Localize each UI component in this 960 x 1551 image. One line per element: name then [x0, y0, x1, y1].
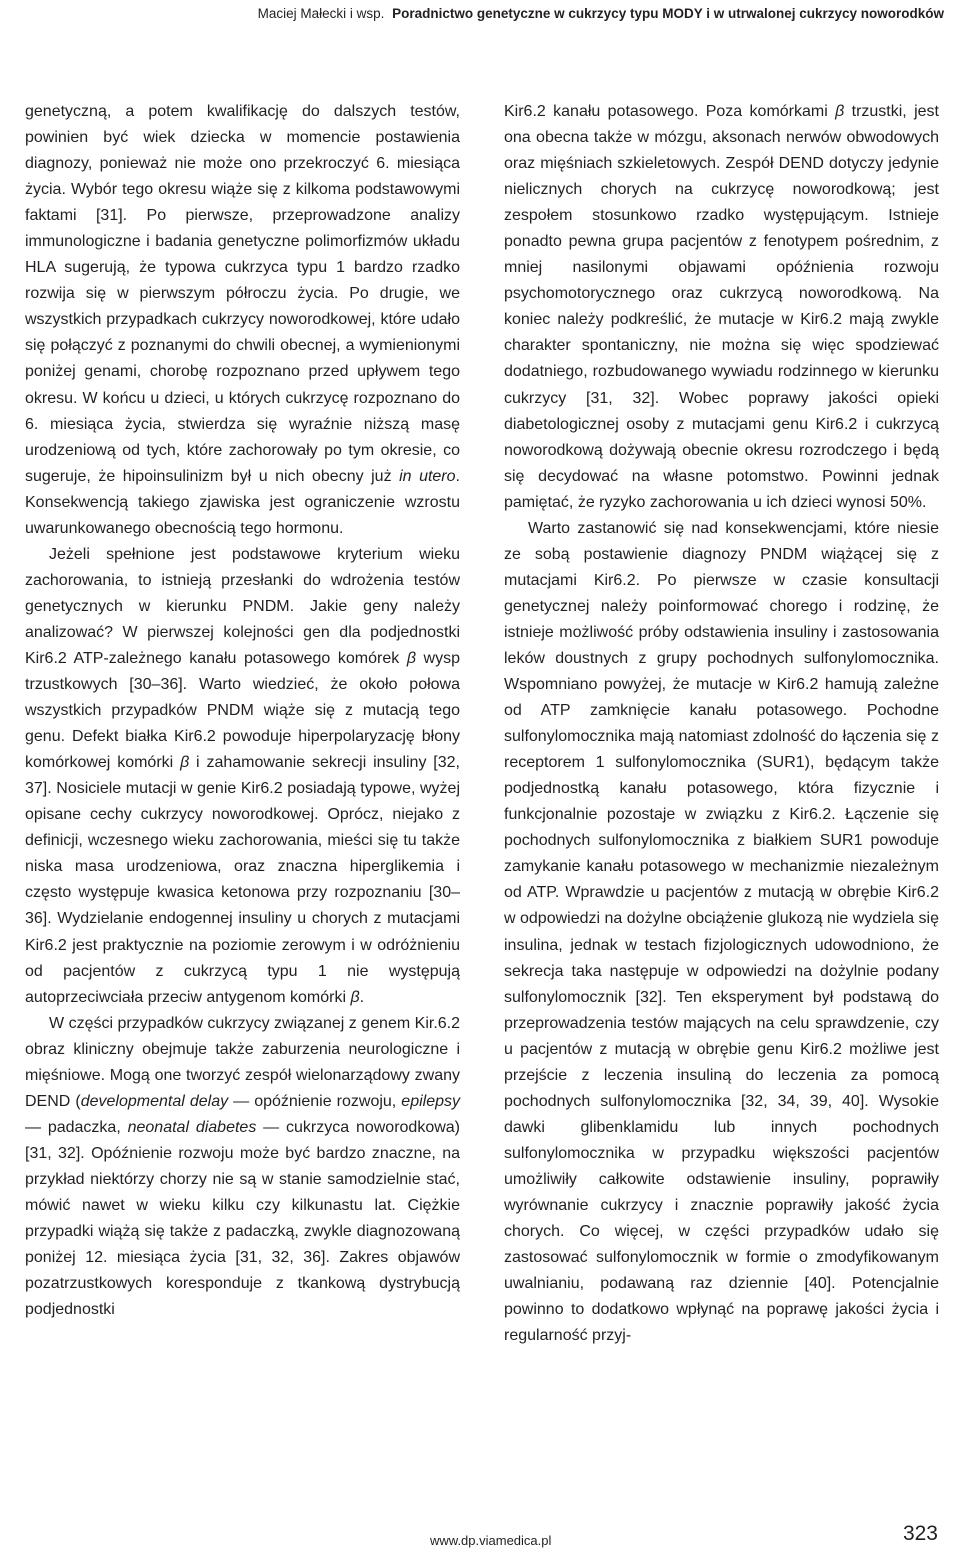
- header-title: Poradnictwo genetyczne w cukrzycy typu MODY i w utrwalonej cukrzycy noworodków: [392, 6, 944, 21]
- beta-symbol: β: [180, 754, 190, 772]
- italic-term: in utero: [399, 467, 456, 485]
- right-column: [504, 99, 939, 1349]
- italic-term: developmental delay: [80, 1092, 229, 1110]
- text-run: — opóźnienie rozwoju,: [228, 1092, 402, 1110]
- beta-symbol: β: [406, 649, 416, 667]
- beta-symbol: β: [350, 988, 360, 1006]
- text-run: . Konsekwencją takiego zjawiska jest ograniczenie wzrostu uwarunkowanego obecnością tego hormonu.: [25, 467, 460, 537]
- italic-term: neonatal diabetes: [127, 1118, 257, 1136]
- text-run: .: [359, 988, 365, 1006]
- paragraph: [504, 99, 939, 516]
- beta-symbol: β: [835, 103, 845, 120]
- text-run: Jeżeli spełnione jest podstawowe kryterium wieku zachorowania, to istnieją przesłanki do wdrożenia testów genetycznych w kierunku PNDM. Jakie geny należy analizować? W pierwszej kolejności gen dla podjednostki Kir6.2 ATP-zależnego kanału potasowego komórek: [25, 545, 460, 667]
- header-authors: Maciej Małecki i wsp.: [257, 6, 385, 21]
- paragraph: [25, 542, 460, 1011]
- paragraph: [25, 1011, 460, 1324]
- text-run: Kir6.2 kanału potasowego. Poza komórkami: [504, 103, 836, 120]
- text-run: — padaczka,: [25, 1118, 128, 1136]
- italic-term: epilepsy: [401, 1092, 460, 1110]
- text-run: i zahamowanie sekrecji insuliny [32, 37]. Nosiciele mutacji w genie Kir6.2 posiadają typowe, wyżej opisane cechy cukrzycy noworodkowej. Oprócz, niejako z definicji, wczesnego wieku zachorowania, mieści się tu także niska masa urodzeniowa, oraz znaczna hiperglikemia i często występuje kwasica ketonowa przy rozpoznaniu [30–36]. Wydzielanie endogennej insuliny u chorych z mutacjami Kir6.2 jest praktycznie na poziomie zerowym i w odróżnieniu od pacjentów z cukrzycą typu 1 nie występują autoprzeciwciała przeciw antygenom komórki: [25, 754, 460, 1006]
- text-run: wysp trzustkowych [30–36]. Warto wiedzieć, że około połowa wszystkich przypadków PNDM wiąże się z mutacją tego genu. Defekt białka Kir6.2 powoduje hiperpolaryzację błony komórkowej komórki: [25, 649, 460, 772]
- running-header: [0, 0, 960, 28]
- text-run: genetyczną, a potem kwalifikację do dalszych testów, powinien być wiek dziecka w momencie postawienia diagnozy, ponieważ nie może ono przekroczyć 6. miesiąca życia. Wybór tego okresu wiąże się z kilkoma podstawowymi faktami [31]. Po pierwsze, przeprowadzone analizy immunologiczne i badania genetyczne polimorfizmów układu HLA sugerują, że typowa cukrzyca typu 1 bardzo rzadko rozwija się w pierwszym półroczu życia. Po drugie, we wszystkich przypadkach cukrzycy noworodkowej, które udało się połączyć z poznanymi do chwili obecnej, a wymienionymi poniżej genami, chorobę rozpoznano przed upływem tego okresu. W końcu u dzieci, u których cukrzycę rozpoznano do 6. miesiąca życia, stwierdza się wyraźnie niższą masę urodzeniową od tych, które zachorowały po tym okresie, co sugeruje, że hipoinsulinizm był u nich obecny już: [25, 103, 460, 485]
- text-run: trzustki, jest ona obecna także w mózgu, aksonach nerwów obwodowych oraz mięśniach szkieletowych. Zespół DEND dotyczy jedynie nielicznych chorych na cukrzycę noworodkową; jest zespołem stosunkowo rzadko występującym. Istnieje ponadto pewna grupa pacjentów z fenotypem pośrednim, z mniej nasilonymi objawami opóźnienia rozwoju psychomotorycznego oraz cukrzycą noworodkową. Na koniec należy podkreślić, że mutacje w Kir6.2 mają zwykle charakter spontaniczny, nie można się więc spodziewać dodatniego, rozbudowanego wywiadu rodzinnego w kierunku cukrzycy [31, 32]. Wobec poprawy jakości opieki diabetologicznej osoby z mutacjami genu Kir6.2 i cukrzycą noworodkową dożywają obecnie okresu rozrodczego i będą się decydować na własne potomstwo. Powinni jednak pamiętać, że ryzyko zachorowania u ich dzieci wynosi 50%.: [504, 103, 939, 511]
- left-column: [25, 99, 460, 1323]
- text-run: W części przypadków cukrzycy związanej z genem Kir.6.2 obraz kliniczny obejmuje także zaburzenia neurologiczne i mięśniowe. Mogą one tworzyć zespół wielonarządowy zwany DEND (: [25, 1014, 460, 1110]
- paragraph: Warto zastanowić się nad konsekwencjami, które niesie ze sobą postawienie diagnozy PNDM wiążącej się z mutacjami Kir6.2. Po pierwsze w czasie konsultacji genetycznej należy poinformować chorego i rodzinę, że istnieje możliwość próby odstawienia insuliny i zastosowania leków doustnych z grupy pochodnych sulfonylomocznika. Wspomniano powyżej, że mutacje w Kir6.2 hamują zależne od ATP zamknięcie kanału potasowego. Pochodne sulfonylomocznika mają natomiast zdolność do łączenia się z receptorem 1 sulfonylomocznika (SUR1), będącym także podjednostką kanału potasowego, która fizycznie i funkcjonalnie pozostaje w związku z Kir6.2. Łączenie się pochodnych sulfonylomocznika z białkiem SUR1 powoduje zamykanie kanału potasowego w mechanizmie niezależnym od ATP. Wprawdzie u pacjentów z mutacją w obrębie Kir6.2 w odpowiedzi na dożylne obciążenie glukozą nie wydziela się insulina, jednak w testach fizjologicznych udowodniono, że sekrecja taka następuje w odpowiedzi na dożylnie podany sulfonylomocznik [32]. Ten eksperyment był podstawą do przeprowadzenia testów mających na celu sprawdzenie, czy u pacjentów z mutacją w obrębie genu Kir6.2 możliwe jest przejście z leczenia insuliną do leczenia za pomocą pochodnych sulfonylomocznika [32, 34, 39, 40]. Wysokie dawki glibenklamidu lub innych pochodnych sulfonylomocznika w przypadku większości pacjentów umożliwiły całkowite odstawienie insuliny, poprawiły wyrównanie cukrzycy i znacznie poprawiły jakość życia chorych. Co więcej, w części przypadków udało się zastosować sulfonylomocznik w formie o zmodyfikowanym uwalnianiu, podawaną raz dziennie [40]. Potencjalnie powinno to dodatkowo wpłynąć na poprawę jakości życia i regularność przyj-: [504, 519, 939, 1345]
- paragraph: [25, 99, 460, 542]
- journal-url[interactable]: www.dp.viamedica.pl: [430, 1533, 552, 1548]
- page-number: 323: [902, 1522, 938, 1545]
- text-run: — cukrzyca noworodkowa) [31, 32]. Opóźnienie rozwoju może być bardzo znaczne, na przykład niektórzy chorzy nie są w stanie samodzielnie stać, mówić nawet w wieku kilku czy kilkunastu lat. Ciężkie przypadki wiążą się także z padaczką, zwykle diagnozowaną poniżej 12. miesiąca życia [31, 32, 36]. Zakres objawów pozatrzustkowych koresponduje z tkankową dystrybucją podjednostki: [25, 1118, 461, 1319]
